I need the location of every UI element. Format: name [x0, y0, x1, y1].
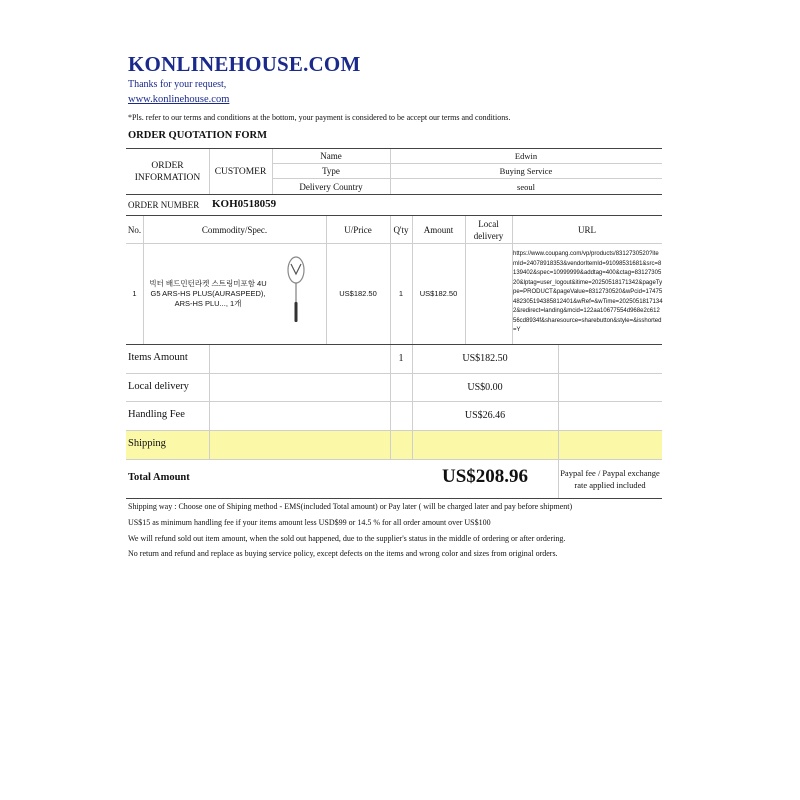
form-title: ORDER QUOTATION FORM [128, 130, 268, 141]
item-amount: US$182.50 [419, 289, 458, 298]
badminton-racket-icon [285, 254, 307, 326]
total-amount-label: Total Amount [128, 472, 190, 483]
delivery-country-label: Delivery Country [299, 181, 363, 192]
brand-title: KONLINEHOUSE.COM [128, 52, 361, 76]
footer-note-shipping-way: Shipping way : Choose one of Shiping method - EMS(included Total amount) or Pay later ( will be charged later and pay before shipment) [128, 502, 573, 511]
col-header-no: No. [127, 224, 142, 235]
paypal-note: Paypal fee / Paypal exchange rate applied included [560, 468, 660, 490]
col-header-commodity: Commodity/Spec. [201, 224, 268, 235]
footer-note-return-policy: No return and refund and replace as buying service policy, except defects on the items and wrong color and sizes from original orders. [128, 549, 558, 558]
item-local-delivery [465, 244, 512, 344]
items-amount-label: Items Amount [128, 352, 188, 363]
col-header-local-delivery: Local delivery [473, 218, 504, 241]
order-info-label: ORDER INFORMATION [134, 160, 201, 183]
website-link[interactable]: www.konlinehouse.com [128, 94, 230, 105]
col-header-qty: Q'ty [393, 224, 409, 235]
type-label: Type [322, 166, 340, 176]
thanks-text: Thanks for your request, [128, 79, 227, 90]
handling-fee-value: US$26.46 [464, 410, 506, 421]
col-header-url: URL [578, 224, 596, 235]
customer-label: CUSTOMER [214, 166, 267, 177]
item-no: 1 [132, 289, 137, 298]
type-value: Buying Service [499, 166, 553, 176]
total-amount-value: US$208.96 [441, 466, 529, 487]
footer-note-refund: We will refund sold out item amount, when the sold out happened, due to the supplier's status in the middle of ordering or after ordering. [128, 534, 566, 543]
shipping-highlight [126, 430, 662, 459]
item-url-link[interactable]: https://www.coupang.com/vp/products/8312730520?itemId=24078918353&vendorItemId=91098531681&src=8139402&spec=10999999&addtag=400&ctag=8312730520&lptag=user_logout&itime=20250518171342&pageType=PRODUCT&pageValue=8312730520&wPcid=17475482305194385812401&wRef=&wTime=20250518171342&redirect=landing&mcid=122aa10677554d968e2c61256cd8934f&sharesource=sharebutton&style=&isshorted=Y [513, 251, 663, 333]
item-qty: 1 [398, 289, 404, 298]
name-label: Name [320, 151, 342, 161]
local-delivery-label: Local delivery [128, 381, 189, 392]
order-number-value: KOH0518059 [212, 198, 277, 210]
delivery-country-value: seoul [517, 181, 535, 192]
order-number-label: ORDER NUMBER [128, 200, 200, 210]
item-commodity: 빅터 배드민턴라켓 스트링미포함 4U G5 ARS-HS PLUS(AURASPEED), ARS-HS PLU..., 1개 [149, 279, 267, 308]
shipping-label: Shipping [128, 438, 166, 449]
col-header-uprice: U/Price [344, 224, 372, 235]
items-qty: 1 [398, 353, 404, 364]
col-header-amount: Amount [423, 224, 454, 235]
local-delivery-value: US$0.00 [467, 381, 503, 393]
items-amount-value: US$182.50 [462, 353, 508, 364]
footer-note-handling-fee: US$15 as minimum handling fee if your items amount less USD$99 or 14.5 % for all order amount over US$100 [128, 518, 491, 527]
name-value: Edwin [514, 151, 538, 161]
item-image [274, 250, 318, 330]
handling-fee-label: Handling Fee [128, 409, 185, 420]
terms-note: *Pls. refer to our terms and conditions at the bottom, your payment is considered to be accept our terms and conditions. [128, 113, 511, 122]
item-uprice: US$182.50 [339, 289, 377, 298]
